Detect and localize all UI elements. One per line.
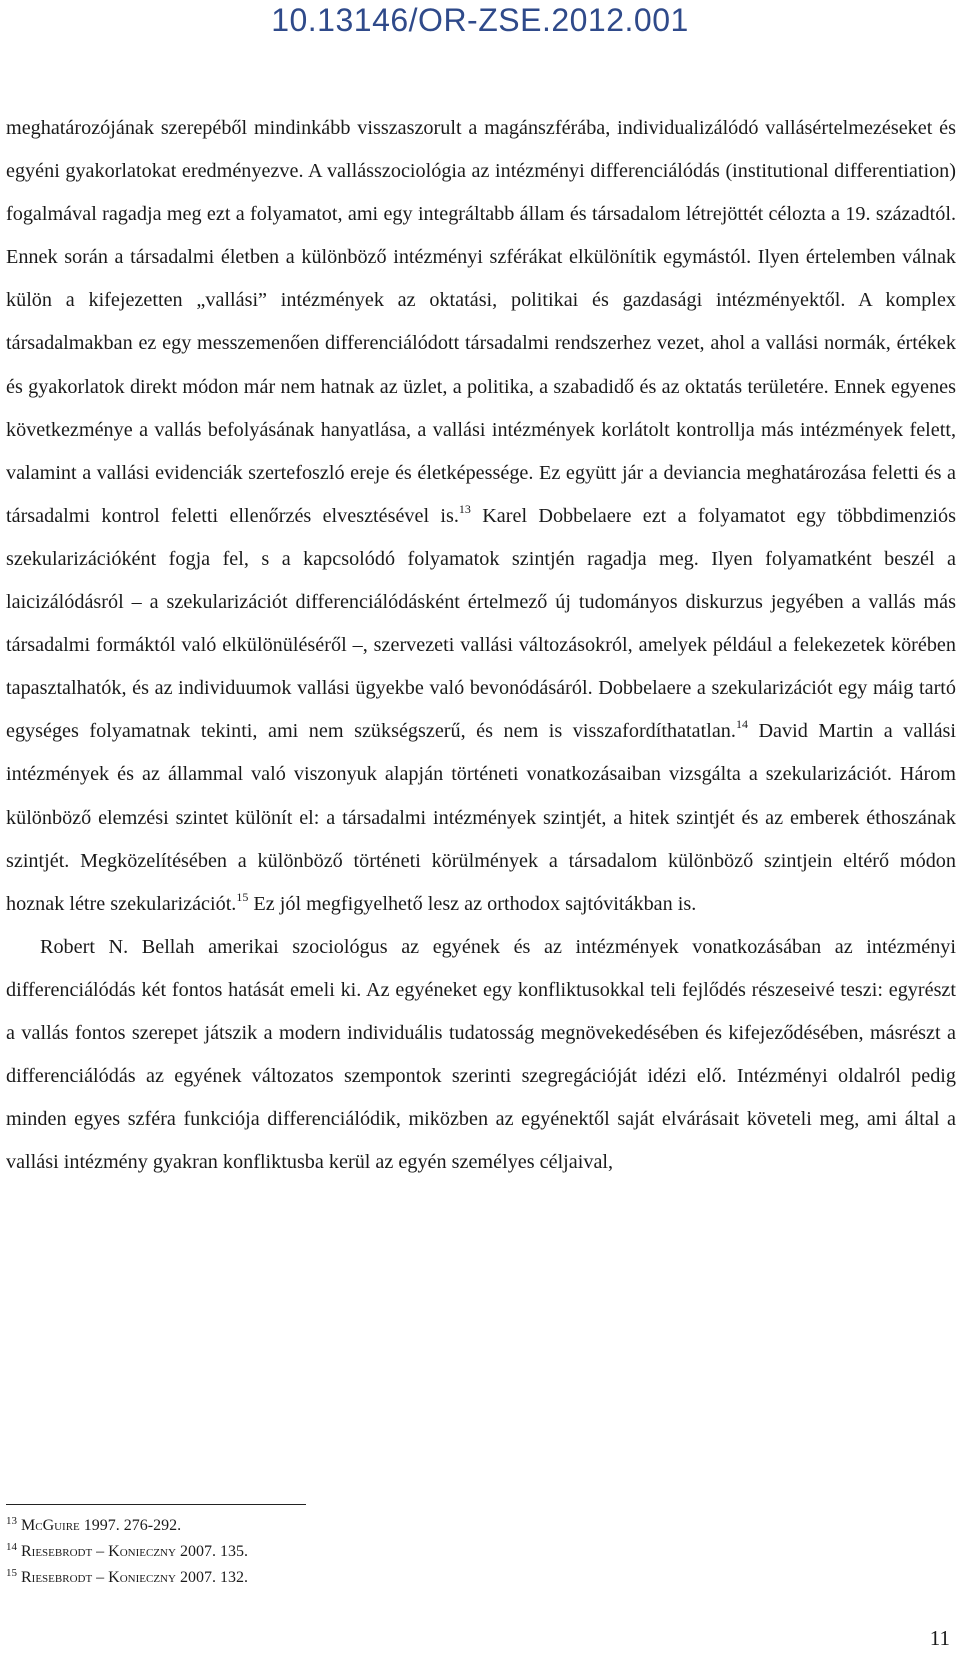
paragraph-1-part-3: David Martin a vallási intézmények és az állammal való viszonyuk alapján történeti vonatkozásaiban vizsgálta a szekularizációt. Három különböző elemzési szintet különít el: a társadalmi intézmények szintjét, a hitek szintjét és az emberek éthoszának szintjét. Megközelítésében a különböző történeti körülmények a társadalom különböző szintjein eltérő módon hoznak létre szekularizációt. bbox=[6, 720, 956, 915]
footnote-ref-13[interactable]: 13 bbox=[458, 501, 471, 516]
footnote-author: Riesebrodt – Konieczny bbox=[21, 1543, 176, 1560]
body-text bbox=[6, 107, 956, 1184]
footnote-author: McGuire bbox=[21, 1517, 80, 1534]
footnote-author: Riesebrodt – Konieczny bbox=[21, 1569, 176, 1586]
footnote-number: 13 bbox=[6, 1515, 17, 1527]
paragraph-1-part-1: meghatározójának szerepéből mindinkább visszaszorult a magánszférába, individualizálódó vallásértelmezéseket és egyéni gyakorlatokat eredményezve. A vallásszociológia az intézményi differenciálódás (institutional differentiation) fogalmával ragadja meg ezt a folyamatot, ami egy integráltabb állam és társadalom létrejöttét célozta a 19. századtól. Ennek során a társadalmi életben a különböző intézményi szférákat elkülönítik egymástól. Ilyen értelemben válnak külön a kifejezetten „vallási” intézmények az oktatási, politikai és gazdasági intézményektől. A komplex társadalmakban ez egy messzemenően differenciálódott társadalmi rendszerhez vezet, ahol a vallási normák, értékek és gyakorlatok direkt módon már nem hatnak az üzlet, a politika, a szabadidő és az oktatás területére. Ennek egyenes következménye a vallás befolyásának hanyatlása, a vallási intézmények korlátolt kontrollja más intézmények felett, valamint a vallási evidenciák szertefoszló ereje és életképessége. Ez együtt jár a deviancia meghatározása feletti és a társadalmi kontrol feletti ellenőrzés elvesztésével is. bbox=[6, 117, 956, 527]
paragraph-2: Robert N. Bellah amerikai szociológus az egyének és az intézmények vonatkozásában az intézményi differenciálódás két fontos hatását emeli ki. Az egyéneket egy konfliktusokkal teli fejlődés részeseivé teszi: egyrészt a vallás fontos szerepet játszik a modern individuális tudatosság megnövekedésében és kifejeződésében, másrészt a differenciálódás az egyének változatos szempontok szerinti szegregációját idézi elő. Intézményi oldalról pedig minden egyes szféra funkciója differenciálódik, miközben az egyénektől saját elvárásait követeli meg, ami által a vallási intézmény gyakran konfliktusba kerül az egyén személyes céljaival, bbox=[6, 935, 956, 1174]
footnote-number: 15 bbox=[6, 1567, 17, 1579]
paragraph-1 bbox=[6, 107, 956, 926]
paragraph-1-part-2: Karel Dobbelaere ezt a folyamatot egy többdimenziós szekularizációként fogja fel, s a kapcsolódó folyamatok szintjén ragadja meg. Ilyen folyamatként beszél a laicizálódásról – a szekularizációt differenciálódásként értelmező új tudományos diskurzus jegyében a vallás más társadalmi formáktól való elkülönüléséről –, szervezeti vallási változásokról, amelyek például a felekezetek körében tapasztalhatók, és az individuumok vallási ügyekbe való bevonódásáról. Dobbelaere a szekularizációt egy máig tartó egységes folyamatnak tekinti, ami nem szükségszerű, és nem is visszafordíthatatlan. bbox=[6, 504, 956, 743]
footnote-divider bbox=[6, 1504, 306, 1505]
footnotes bbox=[6, 1513, 906, 1591]
page-number: 11 bbox=[929, 1626, 950, 1650]
footnote-reference: 2007. 135. bbox=[175, 1543, 248, 1560]
footnote-reference: 2007. 132. bbox=[175, 1569, 248, 1586]
paragraph-1-part-4: Ez jól megfigyelhető lesz az orthodox sajtóvitákban is. bbox=[248, 892, 697, 915]
doi-header[interactable]: 10.13146/OR-ZSE.2012.001 bbox=[271, 2, 689, 38]
footnote-ref-15[interactable]: 15 bbox=[236, 889, 249, 904]
footnote-14 bbox=[6, 1539, 906, 1565]
footnote-reference: 1997. 276-292. bbox=[79, 1517, 182, 1534]
footnote-13 bbox=[6, 1513, 906, 1539]
footnote-ref-14[interactable]: 14 bbox=[735, 717, 748, 732]
footnote-number: 14 bbox=[6, 1541, 17, 1553]
footnote-15 bbox=[6, 1565, 906, 1591]
